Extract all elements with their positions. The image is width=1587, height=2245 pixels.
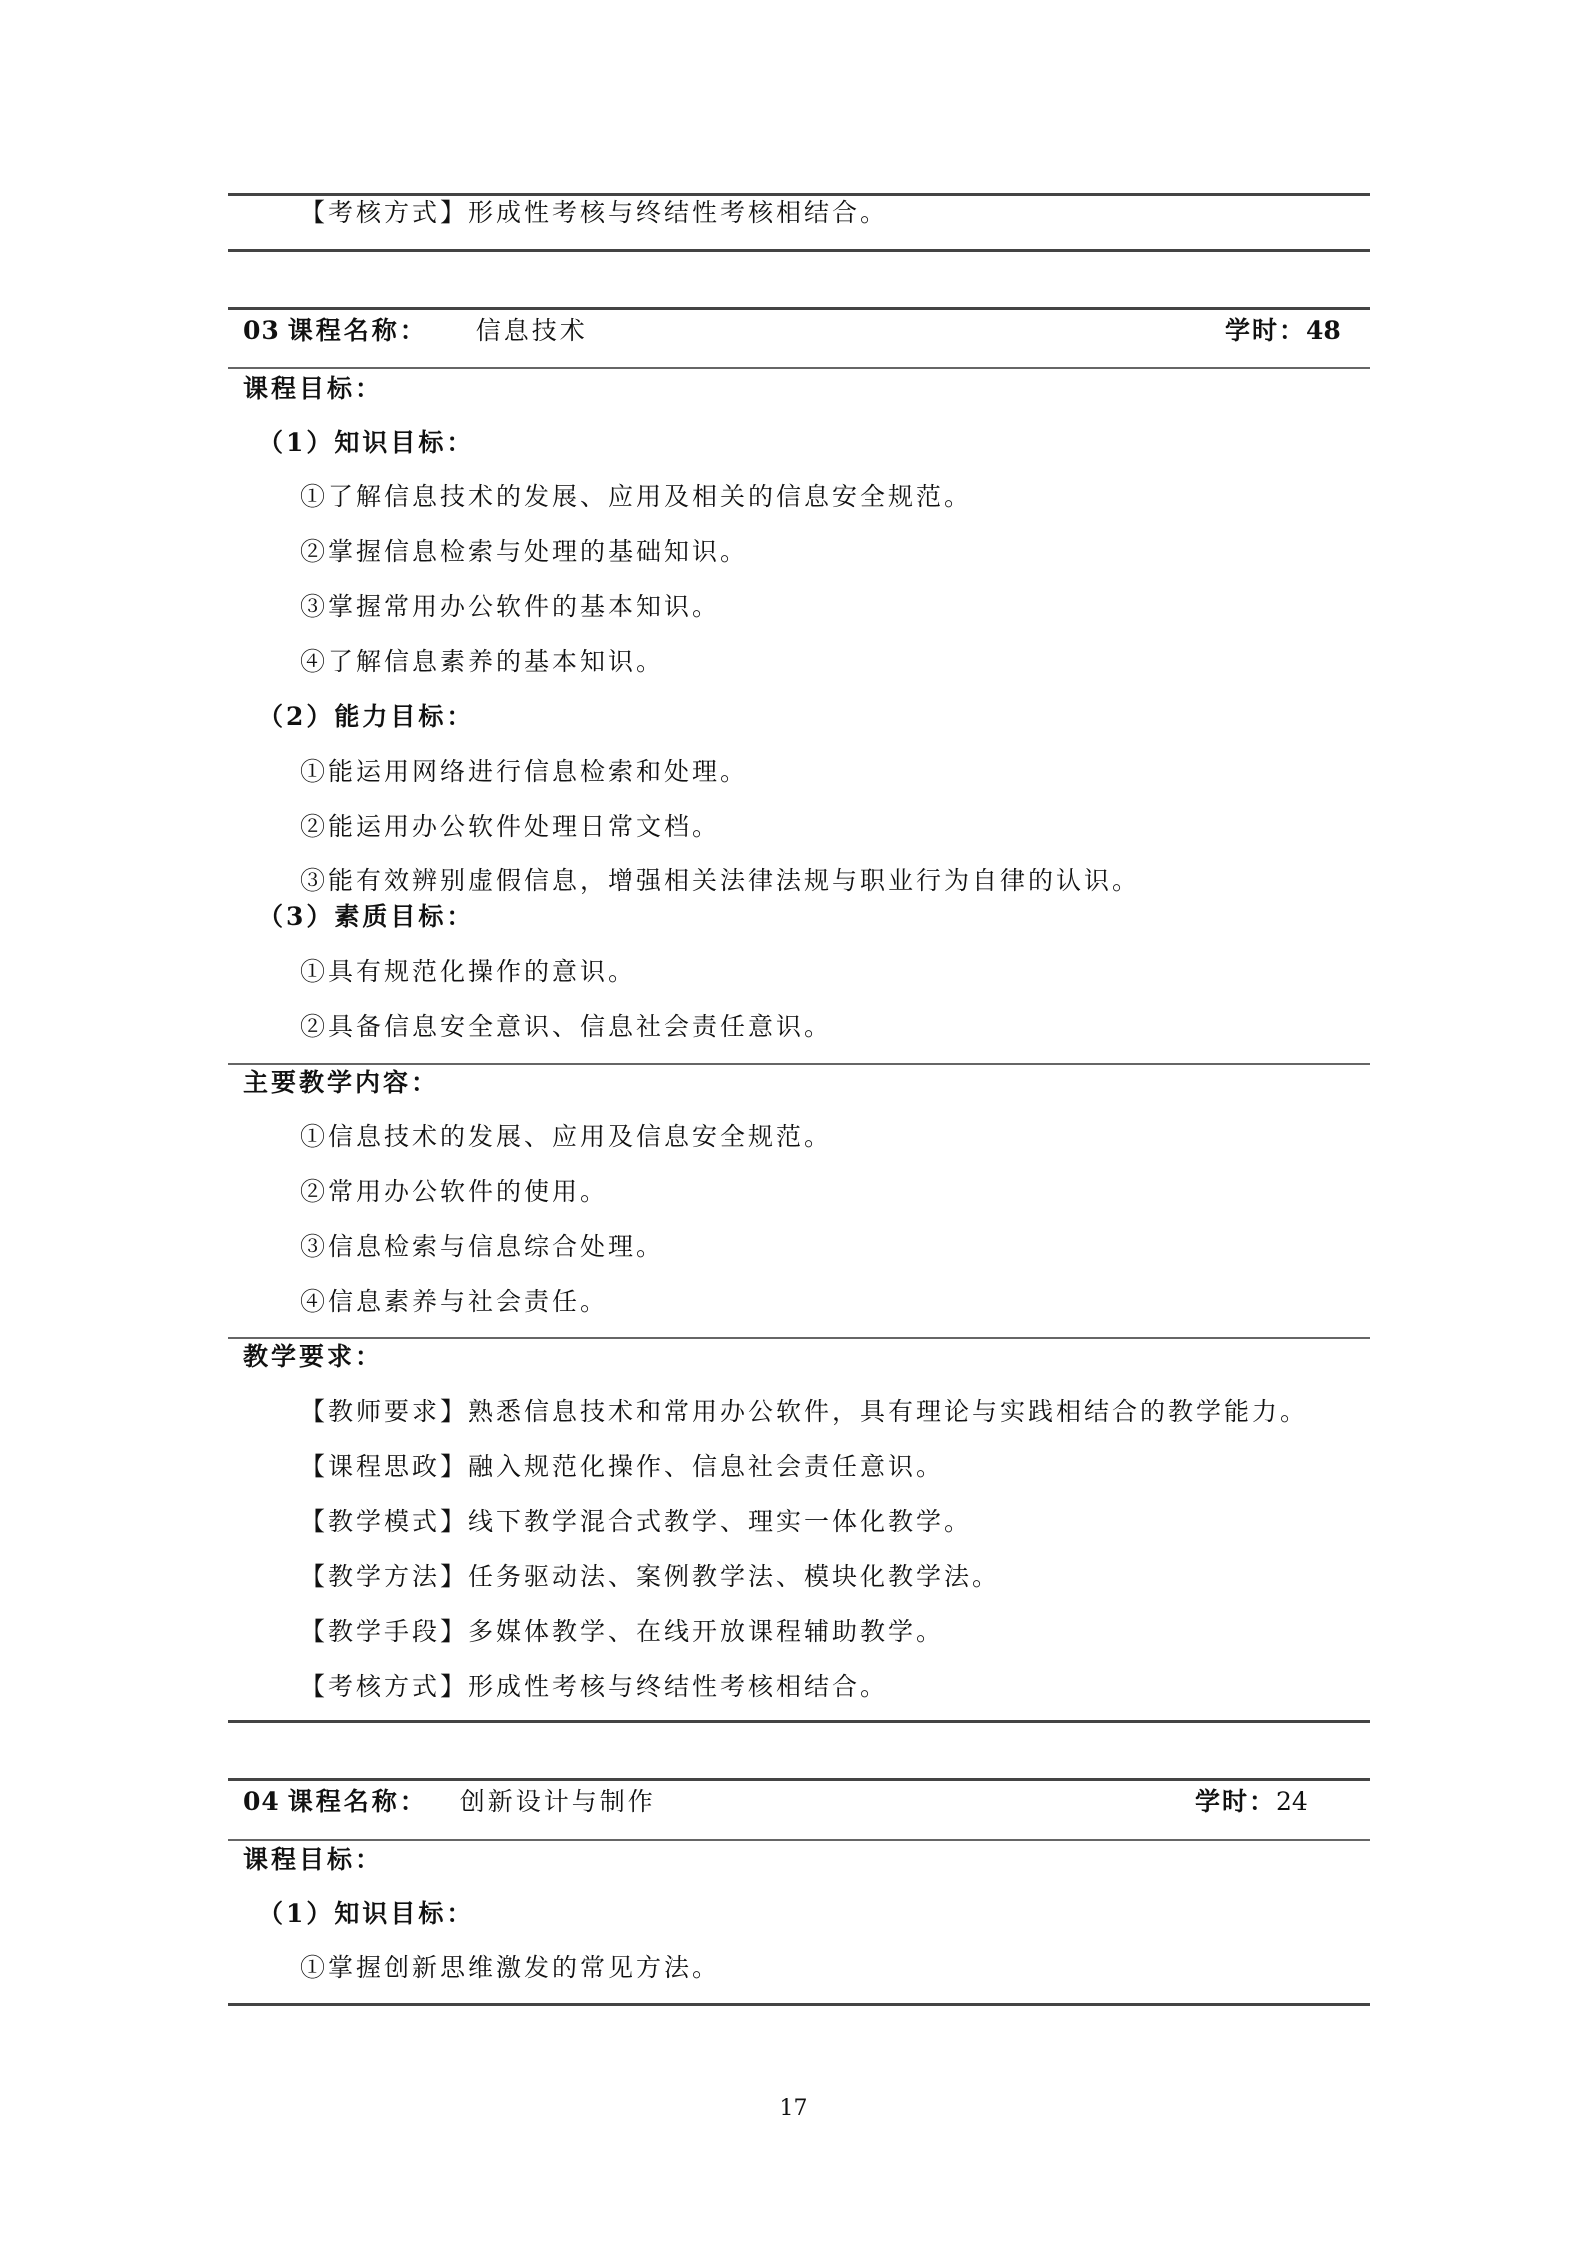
course03-ability-item: ③能有效辨别虚假信息，增强相关法律法规与职业行为自律的认识。 bbox=[300, 866, 1141, 895]
course04-knowledge-item: ①掌握创新思维激发的常见方法。 bbox=[300, 1953, 721, 1982]
course03-content-item: ②常用办公软件的使用。 bbox=[300, 1177, 609, 1206]
course03-header bbox=[243, 314, 588, 348]
course04-hours-label: 学时： bbox=[1195, 1787, 1277, 1816]
course04-name-label: 课程名称： bbox=[287, 1787, 428, 1816]
course03-bottom-rule bbox=[228, 1720, 1370, 1723]
course04-goals-heading: 课程目标： bbox=[243, 1845, 384, 1874]
course03-content-heading: 主要教学内容： bbox=[243, 1068, 440, 1097]
top-block-bottom-rule bbox=[228, 249, 1370, 252]
course04-knowledge-heading: （1）知识目标： bbox=[258, 1899, 475, 1928]
course03-top-rule bbox=[228, 307, 1370, 310]
course04-header bbox=[243, 1785, 656, 1819]
course04-top-rule bbox=[228, 1778, 1370, 1781]
course03-ability-item: ②能运用办公软件处理日常文档。 bbox=[300, 812, 721, 841]
course03-knowledge-item: ②掌握信息检索与处理的基础知识。 bbox=[300, 537, 749, 566]
course03-requirements-heading: 教学要求： bbox=[243, 1342, 384, 1371]
course03-requirement-item: 【教学模式】线下教学混合式教学、理实一体化教学。 bbox=[300, 1507, 973, 1536]
course04-number: 04 bbox=[243, 1787, 280, 1816]
course03-hours-label: 学时： bbox=[1225, 316, 1307, 345]
course03-content-item: ④信息素养与社会责任。 bbox=[300, 1287, 609, 1316]
course03-requirements-rule bbox=[228, 1337, 1370, 1339]
course03-hours-value: 48 bbox=[1306, 316, 1341, 345]
course03-requirement-item: 【教学方法】任务驱动法、案例教学法、模块化教学法。 bbox=[300, 1562, 1001, 1591]
page-number: 17 bbox=[779, 2096, 808, 2121]
course03-quality-item: ①具有规范化操作的意识。 bbox=[300, 957, 637, 986]
course03-header-rule bbox=[228, 367, 1370, 369]
assessment-line: 【考核方式】形成性考核与终结性考核相结合。 bbox=[300, 198, 889, 227]
course03-knowledge-item: ①了解信息技术的发展、应用及相关的信息安全规范。 bbox=[300, 482, 973, 511]
course03-name: 信息技术 bbox=[475, 316, 588, 345]
course03-goals-heading: 课程目标： bbox=[243, 374, 384, 403]
course03-requirement-item: 【课程思政】融入规范化操作、信息社会责任意识。 bbox=[300, 1452, 945, 1481]
course03-content-rule bbox=[228, 1063, 1370, 1065]
course03-ability-item: ①能运用网络进行信息检索和处理。 bbox=[300, 757, 749, 786]
course03-content-item: ③信息检索与信息综合处理。 bbox=[300, 1232, 665, 1261]
course03-knowledge-item: ④了解信息素养的基本知识。 bbox=[300, 647, 665, 676]
course03-content-item: ①信息技术的发展、应用及信息安全规范。 bbox=[300, 1122, 833, 1151]
course03-requirement-item: 【考核方式】形成性考核与终结性考核相结合。 bbox=[300, 1672, 889, 1701]
course03-quality-item: ②具备信息安全意识、信息社会责任意识。 bbox=[300, 1012, 833, 1041]
course03-knowledge-heading: （1）知识目标： bbox=[258, 428, 475, 457]
course03-number: 03 bbox=[243, 316, 280, 345]
course04-bottom-rule bbox=[228, 2003, 1370, 2006]
course03-hours bbox=[1225, 314, 1341, 348]
course03-quality-heading: （3）素质目标： bbox=[258, 902, 475, 931]
course03-requirement-item: 【教学手段】多媒体教学、在线开放课程辅助教学。 bbox=[300, 1617, 945, 1646]
course03-name-label: 课程名称： bbox=[287, 316, 428, 345]
course03-requirement-item: 【教师要求】熟悉信息技术和常用办公软件，具有理论与实践相结合的教学能力。 bbox=[300, 1397, 1309, 1426]
course03-knowledge-item: ③掌握常用办公软件的基本知识。 bbox=[300, 592, 721, 621]
course03-ability-heading: （2）能力目标： bbox=[258, 702, 475, 731]
course04-name: 创新设计与制作 bbox=[459, 1787, 656, 1816]
course04-header-rule bbox=[228, 1839, 1370, 1841]
course04-hours-value: 24 bbox=[1276, 1787, 1308, 1816]
course04-hours bbox=[1195, 1785, 1308, 1819]
